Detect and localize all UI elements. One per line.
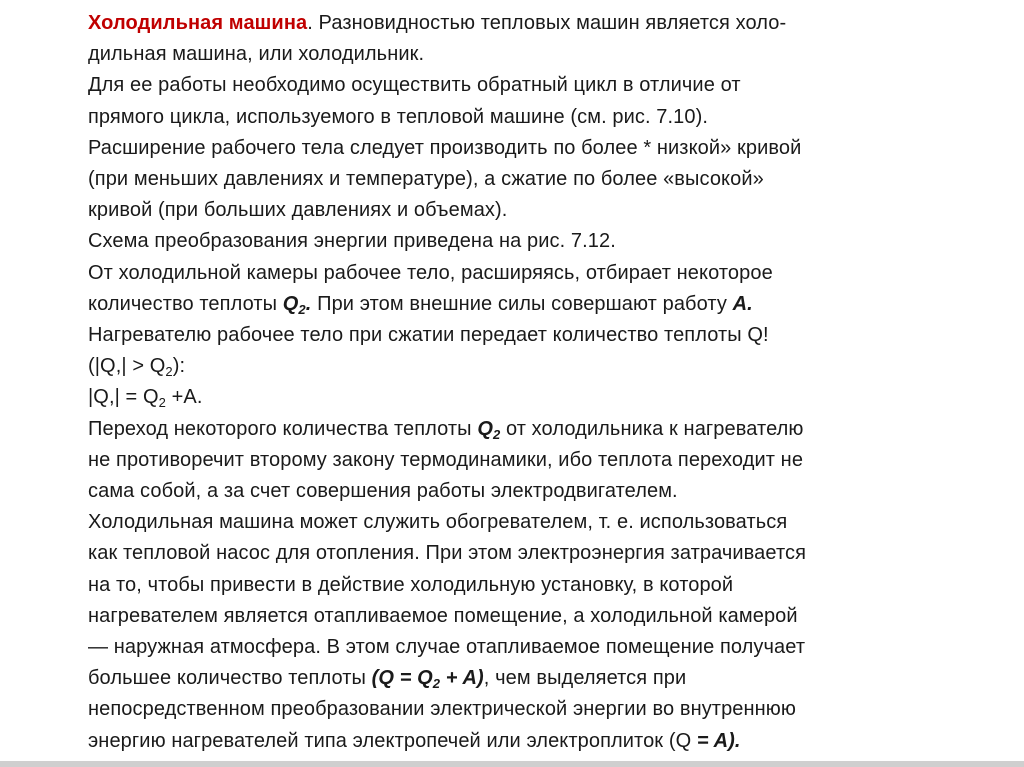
subscript: 2 bbox=[432, 676, 441, 692]
paragraph-line: Расширение рабочего тела следует производить по более * низкой» кривой bbox=[88, 136, 802, 159]
paragraph-line: сама собой, а за счет совершения работы электродвигателем. bbox=[88, 480, 678, 503]
text-span: , чем выделяется при bbox=[483, 667, 687, 690]
paragraph-line: Нагревателю рабочее тело при сжатии передает количество теплоты Q! bbox=[88, 324, 769, 347]
document-text bbox=[88, 8, 1000, 757]
subscript: 2 bbox=[165, 364, 173, 380]
text-span: ): bbox=[172, 355, 186, 378]
text-span: энергию нагревателей типа электропечей или электроплиток (Q bbox=[88, 729, 697, 752]
subscript: 2 bbox=[298, 301, 306, 317]
paragraph-line: — наружная атмосфера. В этом случае отапливаемое помещение получает bbox=[88, 636, 806, 659]
paragraph-line bbox=[88, 8, 1000, 39]
formula-part: (Q = Q bbox=[371, 667, 433, 690]
paragraph-line: дильная машина, или холодильник. bbox=[88, 43, 425, 66]
formula-q: Q bbox=[282, 292, 299, 315]
paragraph-line bbox=[88, 726, 1000, 757]
paragraph-line: Холодильная машина может служить обогревателем, т. е. использоваться bbox=[88, 511, 788, 534]
text-span: количество теплоты bbox=[88, 292, 283, 315]
paragraph-line bbox=[88, 351, 1000, 382]
formula-symbol bbox=[283, 293, 312, 315]
text-span: Переход некоторого количества теплоты bbox=[88, 417, 478, 440]
formula bbox=[371, 667, 484, 692]
paragraph-line: нагревателем является отапливаемое помещение, а холодильной камерой bbox=[88, 604, 798, 627]
term-heading: Холодильная машина bbox=[88, 12, 308, 34]
paragraph-line: не противоречит второму закону термодинамики, ибо теплота переходит не bbox=[88, 448, 804, 471]
paragraph-line: Для ее работы необходимо осуществить обратный цикл в отличие от bbox=[88, 74, 741, 97]
text-span: При этом внешние силы совершают работу bbox=[311, 292, 733, 315]
formula-symbol bbox=[477, 418, 500, 440]
paragraph-line bbox=[88, 382, 1000, 413]
paragraph-line: Схема преобразования энергии приведена на рис. 7.12. bbox=[88, 230, 616, 253]
text-span: . Разновидностью тепловых машин является холо- bbox=[307, 12, 787, 34]
paragraph-line: От холодильной камеры рабочее тело, расширяясь, отбирает некоторое bbox=[88, 261, 773, 284]
text-span: +A. bbox=[166, 386, 203, 409]
paragraph-line: прямого цикла, используемого в тепловой машине (см. рис. 7.10). bbox=[88, 105, 709, 128]
page-bottom-edge bbox=[0, 761, 1024, 767]
paragraph-line: (при меньших давлениях и температуре), а сжатие по более «высокой» bbox=[88, 168, 764, 191]
text-span: |Q,| = Q bbox=[88, 386, 159, 409]
paragraph-line bbox=[88, 663, 1000, 694]
text-span: большее количество теплоты bbox=[88, 667, 372, 690]
subscript: 2 bbox=[492, 426, 501, 442]
paragraph-line: на то, чтобы привести в действие холодильную установку, в которой bbox=[88, 573, 734, 596]
formula-dot: . bbox=[305, 292, 312, 315]
paragraph-line: непосредственном преобразовании электрической энергии во внутреннюю bbox=[88, 698, 797, 721]
text-span: (|Q,| > Q bbox=[88, 355, 166, 378]
paragraph-line bbox=[88, 414, 1000, 445]
paragraph-line: кривой (при больших давлениях и объемах). bbox=[88, 199, 508, 222]
formula-part: + A) bbox=[440, 667, 484, 690]
formula: = A). bbox=[696, 729, 741, 752]
subscript: 2 bbox=[158, 395, 166, 411]
paragraph-line bbox=[88, 289, 1000, 320]
text-span: от холодильника к нагревателю bbox=[500, 417, 804, 440]
formula-q: Q bbox=[477, 417, 493, 440]
formula-symbol: A. bbox=[732, 292, 753, 315]
paragraph-line: как тепловой насос для отопления. При этом электроэнергия затрачивается bbox=[88, 542, 807, 565]
